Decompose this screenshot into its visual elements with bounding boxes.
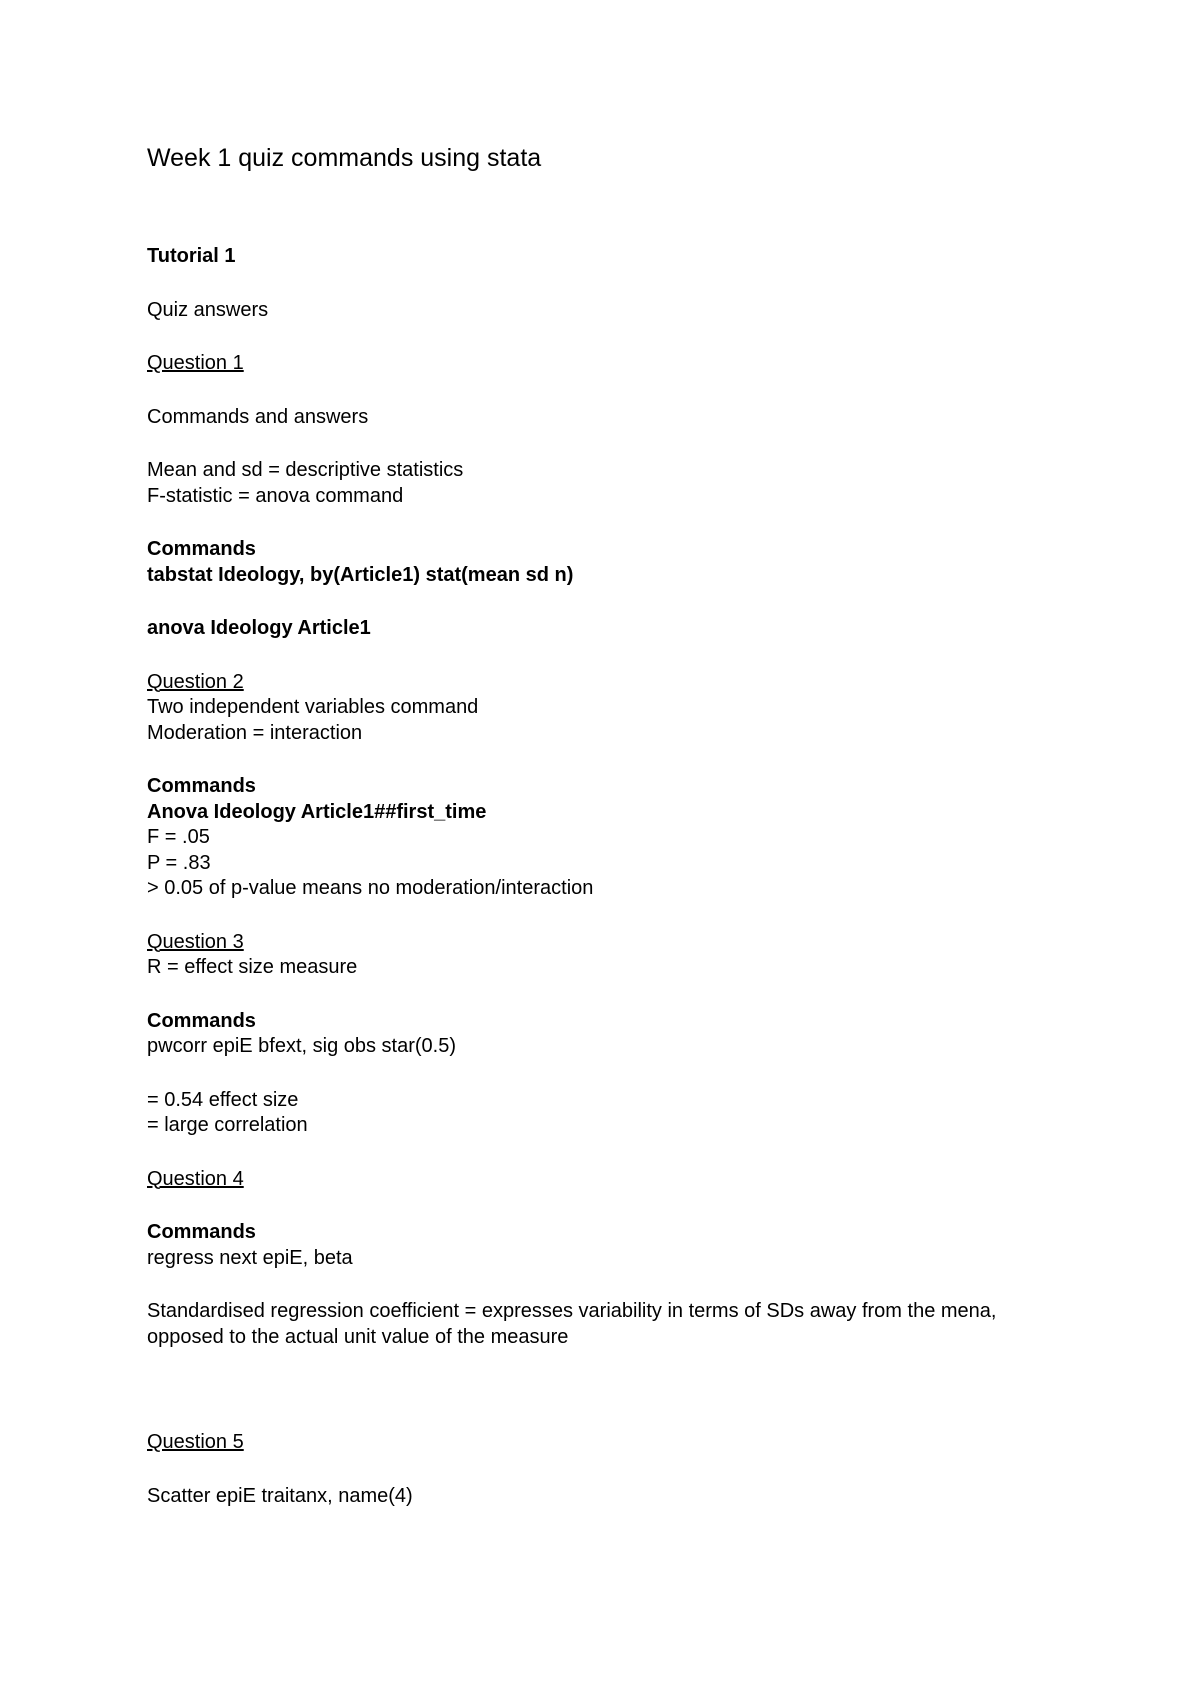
question-3-heading: Question 3 bbox=[147, 930, 244, 953]
question-5-heading: Question 5 bbox=[147, 1431, 244, 1453]
question-3-line-1: R = effect size measure bbox=[147, 956, 358, 978]
question-1-intro: Commands and answers bbox=[147, 405, 369, 428]
question-2-heading: Question 2 bbox=[147, 670, 244, 693]
question-3-result-1: = 0.54 effect size bbox=[147, 1088, 299, 1111]
question-2-f-value: F = .05 bbox=[147, 826, 210, 848]
question-3-commands-label: Commands bbox=[147, 1009, 256, 1032]
question-5-command-1: Scatter epiE traitanx, name(4) bbox=[147, 1484, 413, 1507]
question-3-result-2: = large correlation bbox=[147, 1114, 308, 1136]
question-4-command-1: regress next epiE, beta bbox=[147, 1246, 353, 1269]
question-2-note: > 0.05 of p-value means no moderation/interaction bbox=[147, 877, 594, 899]
question-1-line-2: F-statistic = anova command bbox=[147, 484, 404, 507]
question-4-note: Standardised regression coefficient = expresses variability in terms of SDs away from the mena, opposed to the actual unit value of the measure bbox=[147, 1300, 1003, 1348]
question-4-heading: Question 4 bbox=[147, 1167, 244, 1190]
question-3-command-1: pwcorr epiE bfext, sig obs star(0.5) bbox=[147, 1035, 457, 1057]
quiz-answers-label: Quiz answers bbox=[147, 298, 269, 321]
question-2-commands-label: Commands bbox=[147, 775, 256, 797]
question-2-line-2: Moderation = interaction bbox=[147, 721, 363, 744]
question-1-command-1: tabstat Ideology, by(Article1) stat(mean sd n) bbox=[147, 563, 574, 586]
question-2-command-1: Anova Ideology Article1##first_time bbox=[147, 800, 487, 823]
question-1-line-1: Mean and sd = descriptive statistics bbox=[147, 459, 464, 481]
question-2-p-value: P = .83 bbox=[147, 851, 211, 874]
tutorial-heading: Tutorial 1 bbox=[147, 245, 236, 267]
question-1-commands-label: Commands bbox=[147, 538, 256, 560]
document-body bbox=[147, 138, 1067, 1509]
document-title: Week 1 quiz commands using stata bbox=[147, 144, 542, 172]
question-1-heading: Question 1 bbox=[147, 352, 244, 374]
question-2-line-1: Two independent variables command bbox=[147, 696, 479, 718]
question-1-command-2: anova Ideology Article1 bbox=[147, 617, 371, 639]
question-4-commands-label: Commands bbox=[147, 1221, 256, 1243]
